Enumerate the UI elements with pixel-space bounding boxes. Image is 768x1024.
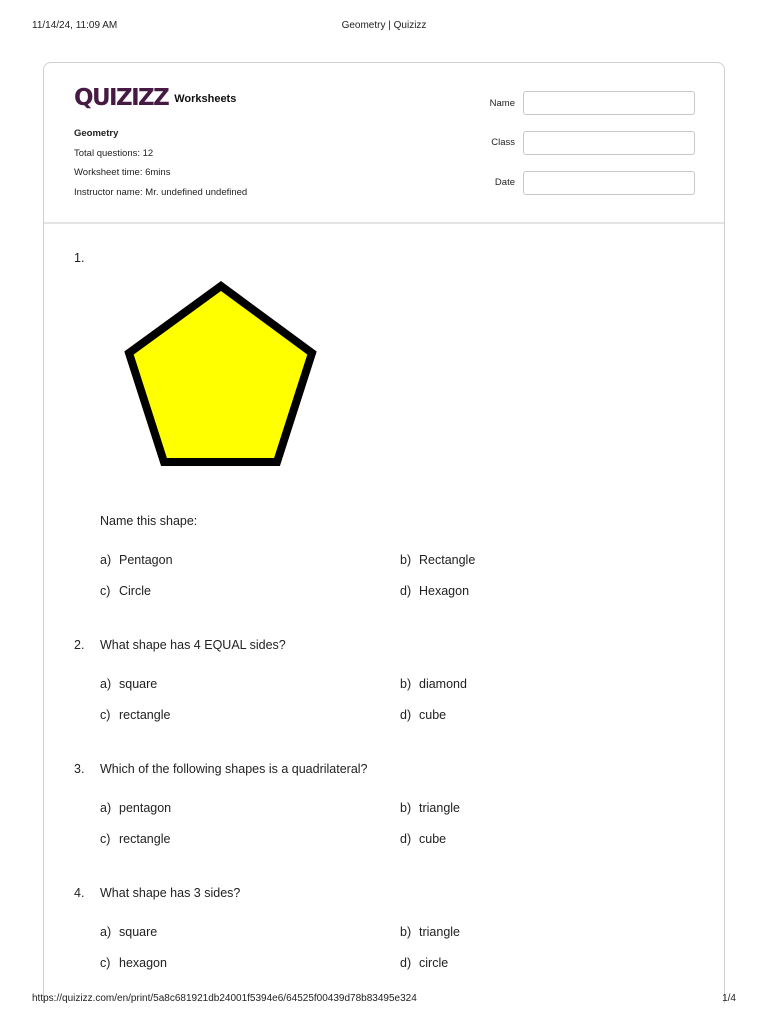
- print-url: https://quizizz.com/en/print/5a8c681921db24001f5394e6/64525f00439d78b83495e324: [32, 993, 417, 1004]
- option-text: triangle: [419, 925, 460, 939]
- option-b[interactable]: [400, 801, 460, 815]
- option-text: Rectangle: [419, 553, 476, 567]
- option-text: cube: [419, 832, 447, 846]
- option-text: square: [119, 677, 158, 691]
- option-b[interactable]: [400, 925, 460, 939]
- worksheet-subject: Geometry: [74, 128, 119, 139]
- quizizz-logo: QUIZIZZ: [74, 85, 169, 111]
- option-letter: d): [400, 956, 412, 970]
- question-number: 1.: [74, 251, 85, 265]
- option-letter: c): [100, 708, 111, 722]
- option-text: Hexagon: [419, 584, 470, 598]
- option-b[interactable]: [400, 553, 475, 567]
- option-text: Pentagon: [119, 553, 173, 567]
- print-datetime: 11/14/24, 11:09 AM: [32, 20, 118, 31]
- question-text: What shape has 4 EQUAL sides?: [100, 638, 286, 652]
- class-label: Class: [491, 137, 515, 148]
- option-text: cube: [419, 708, 447, 722]
- name-field[interactable]: [523, 91, 695, 115]
- option-a[interactable]: [100, 677, 157, 691]
- option-text: hexagon: [119, 956, 167, 970]
- option-b[interactable]: [400, 677, 467, 691]
- option-letter: a): [100, 925, 112, 939]
- option-letter: c): [100, 956, 111, 970]
- option-c[interactable]: [100, 956, 167, 970]
- option-letter: d): [400, 708, 412, 722]
- option-text: diamond: [419, 677, 467, 691]
- question-number: 3.: [74, 762, 85, 776]
- option-text: circle: [419, 956, 449, 970]
- class-field[interactable]: [523, 131, 695, 155]
- option-d[interactable]: [400, 584, 469, 598]
- pentagon-shape: [129, 286, 312, 462]
- option-c[interactable]: [100, 584, 151, 598]
- question-text: What shape has 3 sides?: [100, 886, 241, 900]
- instructor-name: Instructor name: Mr. undefined undefined: [74, 186, 248, 198]
- option-d[interactable]: [400, 832, 446, 846]
- option-letter: d): [400, 832, 412, 846]
- question-number: 4.: [74, 886, 85, 900]
- worksheet-time: Worksheet time: 6mins: [74, 167, 171, 178]
- option-text: pentagon: [119, 801, 172, 815]
- print-title: Geometry | Quizizz: [341, 20, 427, 31]
- option-letter: c): [100, 584, 111, 598]
- option-letter: a): [100, 553, 112, 567]
- option-letter: b): [400, 801, 412, 815]
- option-text: square: [119, 925, 158, 939]
- option-letter: a): [100, 801, 112, 815]
- worksheets-label: Worksheets: [174, 93, 237, 105]
- date-label: Date: [494, 177, 515, 188]
- option-c[interactable]: [100, 708, 170, 722]
- option-letter: d): [400, 584, 412, 598]
- option-letter: b): [400, 677, 412, 691]
- question-text: Which of the following shapes is a quadrilateral?: [100, 762, 368, 776]
- question-text: Name this shape:: [100, 514, 198, 528]
- name-label: Name: [489, 98, 515, 109]
- worksheet-meta: [74, 127, 247, 205]
- option-letter: c): [100, 832, 111, 846]
- option-letter: a): [100, 677, 112, 691]
- option-a[interactable]: [100, 553, 173, 567]
- pentagon-image: [124, 279, 319, 469]
- option-text: Circle: [119, 584, 151, 598]
- worksheet-card: [43, 62, 725, 1003]
- option-letter: b): [400, 553, 412, 567]
- option-a[interactable]: [100, 801, 171, 815]
- worksheet-header: [44, 63, 724, 224]
- option-a[interactable]: [100, 925, 157, 939]
- option-text: triangle: [419, 801, 460, 815]
- page-number: 1/4: [722, 993, 736, 1004]
- option-letter: b): [400, 925, 412, 939]
- option-d[interactable]: [400, 956, 448, 970]
- option-text: rectangle: [119, 832, 171, 846]
- total-questions: Total questions: 12: [74, 147, 154, 159]
- date-field[interactable]: [523, 171, 695, 195]
- option-text: rectangle: [119, 708, 171, 722]
- brand: [74, 85, 236, 111]
- option-d[interactable]: [400, 708, 446, 722]
- question-number: 2.: [74, 638, 85, 652]
- option-c[interactable]: [100, 832, 170, 846]
